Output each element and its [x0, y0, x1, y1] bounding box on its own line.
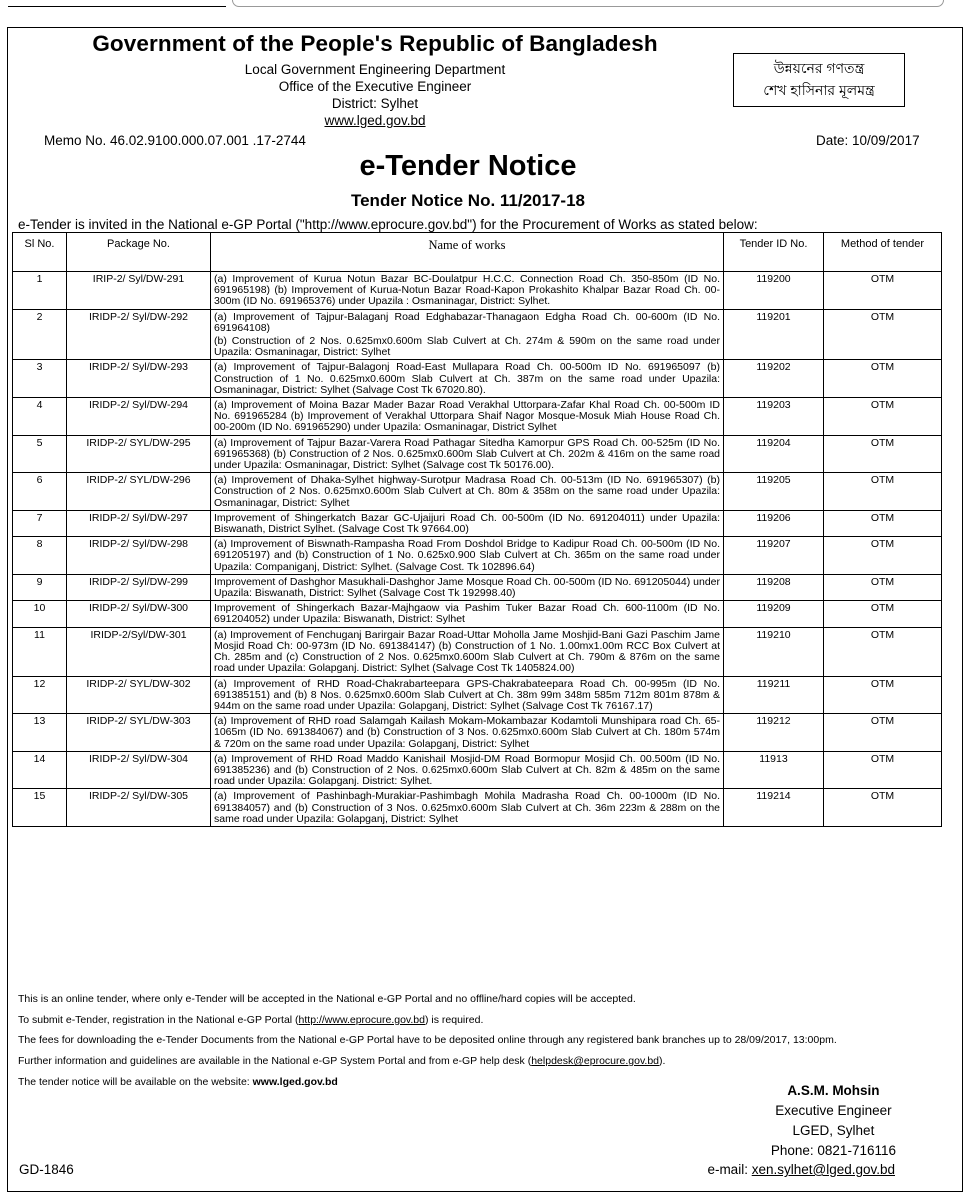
cell-sl-no: 15	[13, 789, 67, 827]
cell-sl-no: 14	[13, 751, 67, 789]
top-bar	[232, 0, 944, 7]
cell-tender-id: 119214	[724, 789, 824, 827]
cell-tender-id: 119201	[724, 309, 824, 360]
cell-name-of-works: (a) Improvement of RHD road Salamgah Kailash Mokam-Mokambazar Kodamtoli Munshipara road Ch. 65-1065m (ID No. 691384067) and (b) Construction of 3 Nos. 0.625mx0.600m Slab Culvert at Ch. 180m 574m & 720m on the same road under Upazila: Golapganj, District: Sylhet	[211, 714, 724, 752]
email-link[interactable]: xen.sylhet@lged.gov.bd	[751, 1162, 895, 1177]
signatory-office: LGED, Sylhet	[792, 1123, 875, 1138]
table-row	[13, 360, 942, 398]
cell-name-of-works: (a) Improvement of Fenchuganj Barirgair Bazar Road-Uttar Moholla Jame Moshjid-Bani Gazi Paschim Jame Mosjid Road Ch: 00-973m (ID No. 691384147) (b) Construction of 1 No. 1.00mx1.00m RCC Box Culvert at Ch. 285m and (c) Construction of 2 Nos. 0.625mx0.600m Slab Culvert at Ch. 790m & 876m on the same road under Upazila: Golapganj. District: Sylhet (Salvage Cost Tk 1405824.00)	[211, 627, 724, 676]
cell-method: OTM	[824, 272, 942, 310]
cell-name-of-works: (a) Improvement of RHD Road Maddo Kanishail Mosjid-DM Road Bormopur Mosjid Ch. 00.500m (ID No. 691385236) and (b) Construction of 2 Nos. 0.625mx0.600m Slab Culvert at Ch. 82m & 485m on the same road under Upazila: Golapganj. District: Sylhet.	[211, 751, 724, 789]
notes-section	[18, 989, 837, 1093]
office-name: Office of the Executive Engineer	[278, 79, 472, 94]
table-row	[13, 714, 942, 752]
cell-package-no: IRIDP-2/ SYL/DW-303	[67, 714, 211, 752]
cell-package-no: IRIDP-2/ Syl/DW-304	[67, 751, 211, 789]
cell-name-of-works: Improvement of Shingerkatch Bazar GC-Ujaijuri Road Ch. 00-500m (ID No. 691204011) under Upazila: Biswanath, District Sylhet. (Salvage Cost Tk 97664.00)	[211, 510, 724, 536]
cell-package-no: IRIDP-2/Syl/DW-301	[67, 627, 211, 676]
cell-name-of-works: Improvement of Shingerkach Bazar-Majhgaow via Pashim Tuker Bazar Road Ch. 600-1100m (ID No. 691204052) under Upazila: Biswanath, District: Sylhet	[211, 601, 724, 627]
cell-sl-no: 8	[13, 537, 67, 575]
table-row	[13, 309, 942, 360]
cell-name-of-works: (a) Improvement of Tajpur-Balaganj Road Edghabazar-Thanagaon Edgha Road Ch. 00-600m (ID No. 691964108) (b) Construction of 2 Nos. 0.625mx0.600m Slab Culvert at Ch. 274m & 590m on the same road under Upazila: Osmaninagar, District: Sylhet	[211, 309, 724, 360]
note-fees: The fees for downloading the e-Tender Documents from the National e-GP Portal have to be deposited online through any registered bank branches up to 28/09/2017, 13:00pm.	[18, 1034, 837, 1047]
cell-name-of-works: Improvement of Dashghor Masukhali-Dashghor Jame Mosque Road Ch. 00-500m (ID No. 691205044) under Upazila: Biswanath, District: Sylhet (Salvage Cost Tk 192998.40)	[211, 574, 724, 600]
table-row	[13, 751, 942, 789]
cell-tender-id: 119202	[724, 360, 824, 398]
cell-package-no: IRIDP-2/ Syl/DW-305	[67, 789, 211, 827]
table-row	[13, 398, 942, 436]
cell-package-no: IRIDP-2/ Syl/DW-298	[67, 537, 211, 575]
header-package-no: Package No.	[67, 233, 211, 272]
cell-package-no: IRIDP-2/ Syl/DW-293	[67, 360, 211, 398]
tender-notice-number: Tender Notice No. 11/2017-18	[350, 191, 585, 210]
cell-method: OTM	[824, 309, 942, 360]
note-registration: To submit e-Tender, registration in the National e-GP Portal (http://www.eprocure.gov.bd) is required.	[18, 1013, 484, 1026]
header-method: Method of tender	[824, 233, 942, 272]
cell-package-no: IRIDP-2/ SYL/DW-296	[67, 473, 211, 511]
cell-package-no: IRIDP-2/ Syl/DW-299	[67, 574, 211, 600]
cell-sl-no: 3	[13, 360, 67, 398]
header-sl-no: Sl No.	[13, 233, 67, 272]
cell-method: OTM	[824, 473, 942, 511]
top-rule	[8, 6, 226, 7]
note-helpdesk: Further information and guidelines are available in the National e-GP System Portal and from e-GP help desk (helpdesk@eprocure.gov.bd).	[18, 1055, 666, 1068]
government-title: Government of the People's Republic of Bangladesh	[92, 31, 658, 56]
notice-date: Date: 10/09/2017	[816, 133, 920, 148]
cell-tender-id: 119205	[724, 473, 824, 511]
cell-method: OTM	[824, 601, 942, 627]
department-name: Local Government Engineering Department	[244, 62, 506, 77]
cell-tender-id: 119206	[724, 510, 824, 536]
cell-sl-no: 2	[13, 309, 67, 360]
cell-sl-no: 10	[13, 601, 67, 627]
cell-method: OTM	[824, 751, 942, 789]
cell-name-of-works: (a) Improvement of Moina Bazar Mader Bazar Road Verakhal Uttorpara-Zafar Khal Road Ch. 00-500m ID No. 691965284 (b) Improvement of Verakhal Uttorpara Shaif Nagor Mosque-Mosuk Miah House Road Ch. 00-200m (ID No. 691965290) under Upazila: Osmaninagar, District Sylhet	[211, 398, 724, 436]
cell-name-of-works: (a) Improvement of Kurua Notun Bazar BC-Doulatpur H.C.C. Connection Road Ch. 350-850m (ID No. 691965198) (b) Improvement of Kurua-Notun Bazar Road-Kapon Prokashito Khalpar Bazar Road Ch. 00-300m (ID No. 691965376) under Upazila : Osmaninagar, District: Sylhet.	[211, 272, 724, 310]
cell-method: OTM	[824, 574, 942, 600]
cell-package-no: IRIDP-2/ Syl/DW-294	[67, 398, 211, 436]
table-row	[13, 601, 942, 627]
cell-method: OTM	[824, 714, 942, 752]
cell-method: OTM	[824, 537, 942, 575]
signatory-email: e-mail: xen.sylhet@lged.gov.bd	[707, 1162, 895, 1177]
helpdesk-email-link[interactable]: helpdesk@eprocure.gov.bd	[531, 1055, 660, 1068]
table-row	[13, 510, 942, 536]
cell-name-of-works: (a) Improvement of Tajpur Bazar-Varera Road Pathagar Sitedha Kamorpur GPS Road Ch. 00-525m (ID No. 691965368) (b) Construction of 2 Nos. 0.625mx0.600m Slab Culvert at Ch. 202m & 416m on the same road under Upazila: Osmaninagar, District: Sylhet (Salvage cost Tk 50176.00).	[211, 435, 724, 473]
cell-package-no: IRIDP-2/ Syl/DW-292	[67, 309, 211, 360]
table-row	[13, 789, 942, 827]
header-name-of-works: Name of works	[211, 233, 724, 272]
cell-method: OTM	[824, 510, 942, 536]
header-tender-id: Tender ID No.	[724, 233, 824, 272]
cell-tender-id: 119211	[724, 676, 824, 714]
table-header-row	[13, 233, 942, 272]
signature-block	[771, 1081, 896, 1161]
egp-portal-link[interactable]: http://www.eprocure.gov.bd	[298, 1013, 425, 1026]
table-row	[13, 676, 942, 714]
signatory-phone: Phone: 0821-716116	[770, 1143, 896, 1158]
signatory-title: Executive Engineer	[775, 1103, 892, 1118]
table-row	[13, 435, 942, 473]
intro-text: e-Tender is invited in the National e-GP Portal ("http://www.eprocure.gov.bd") for the Procurement of Works as stated below:	[18, 217, 758, 232]
cell-sl-no: 11	[13, 627, 67, 676]
table-row	[13, 272, 942, 310]
slogan-line-2: শেখ হাসিনার মূলমন্ত্র	[763, 82, 875, 98]
website-link[interactable]: www.lged.gov.bd	[324, 113, 426, 128]
cell-sl-no: 4	[13, 398, 67, 436]
note-online-only: This is an online tender, where only e-Tender will be accepted in the National e-GP Portal and no offline/hard copies will be accepted.	[18, 993, 636, 1005]
cell-name-of-works: (a) Improvement of Pashinbagh-Murakiar-Pashimbagh Mohila Madrasha Road Ch. 00-1000m (ID No. 691384057) and (b) Construction of 3 Nos. 0.625mx0.600m Slab Culvert at Ch. 36m 223m & 288m on the same road under Upazila: Golapganj, District: Sylhet	[211, 789, 724, 827]
cell-tender-id: 119209	[724, 601, 824, 627]
cell-method: OTM	[824, 360, 942, 398]
cell-method: OTM	[824, 398, 942, 436]
cell-sl-no: 1	[13, 272, 67, 310]
table-row	[13, 574, 942, 600]
cell-tender-id: 119204	[724, 435, 824, 473]
cell-package-no: IRIDP-2/ Syl/DW-300	[67, 601, 211, 627]
table-row	[13, 537, 942, 575]
cell-package-no: IRIP-2/ Syl/DW-291	[67, 272, 211, 310]
cell-method: OTM	[824, 676, 942, 714]
cell-sl-no: 6	[13, 473, 67, 511]
notice-title: e-Tender Notice	[359, 150, 577, 182]
cell-tender-id: 119208	[724, 574, 824, 600]
cell-name-of-works: (a) Improvement of RHD Road-Chakrabarteepara GPS-Chakrabateepara Road Ch. 00-995m (ID No. 691385151) and (b) 8 Nos. 0.625mx0.600m Slab Culvert at Ch. 38m 99m 348m 585m 712m 801m 878m & 944m on the same road under Upazila: Golapganj, District: Sylhet (Salvage Cost Tk 76167.17)	[211, 676, 724, 714]
table-row	[13, 473, 942, 511]
cell-package-no: IRIDP-2/ SYL/DW-302	[67, 676, 211, 714]
cell-tender-id: 119212	[724, 714, 824, 752]
cell-sl-no: 7	[13, 510, 67, 536]
cell-sl-no: 13	[13, 714, 67, 752]
cell-name-of-works: (a) Improvement of Dhaka-Sylhet highway-Surotpur Madrasa Road Ch. 00-513m (ID No. 691965307) (b) Construction of 2 Nos. 0.625mx0.600m Slab Culvert at Ch. 80m & 358m on the same road under Upazila: Osmaninagar, District: Sylhet	[211, 473, 724, 511]
cell-package-no: IRIDP-2/ Syl/DW-297	[67, 510, 211, 536]
district-name: District: Sylhet	[331, 96, 419, 111]
slogan-box	[733, 53, 905, 107]
cell-sl-no: 9	[13, 574, 67, 600]
cell-sl-no: 12	[13, 676, 67, 714]
cell-tender-id: 11913	[724, 751, 824, 789]
cell-tender-id: 119203	[724, 398, 824, 436]
cell-tender-id: 119200	[724, 272, 824, 310]
cell-tender-id: 119210	[724, 627, 824, 676]
cell-package-no: IRIDP-2/ SYL/DW-295	[67, 435, 211, 473]
cell-method: OTM	[824, 789, 942, 827]
note-website: The tender notice will be available on the website: www.lged.gov.bd	[18, 1075, 338, 1088]
cell-name-of-works: (a) Improvement of Tajpur-Balagonj Road-East Mullapara Road Ch. 00-500m ID No. 691965097 (b) Construction of 1 No. 0.625mx0.600m Slab Culvert at Ch. 387m on the same road under Upazila: Osmaninagar, District: Sylhet (Salvage Cost Tk 67020.80).	[211, 360, 724, 398]
cell-sl-no: 5	[13, 435, 67, 473]
gd-code: GD-1846	[19, 1162, 74, 1177]
cell-method: OTM	[824, 627, 942, 676]
signatory-name: A.S.M. Mohsin	[787, 1083, 880, 1098]
cell-method: OTM	[824, 435, 942, 473]
works-table	[12, 232, 942, 827]
cell-name-of-works: (a) Improvement of Biswnath-Rampasha Road From Doshdol Bridge to Kadipur Road Ch. 00-500m (ID No. 691205197) and (b) Construction of 1 No. 0.625x0.900 Slab Culvert at Ch. 365m on the same road under Upazila: Companiganj, District: Sylhet. (Salvage Cost. Tk 102896.64)	[211, 537, 724, 575]
cell-tender-id: 119207	[724, 537, 824, 575]
memo-number: Memo No. 46.02.9100.000.07.001 .17-2744	[44, 133, 306, 148]
table-row	[13, 627, 942, 676]
lged-website-link[interactable]: www.lged.gov.bd	[252, 1075, 338, 1088]
slogan-line-1: উন্নয়নের গণতন্ত্র	[773, 60, 865, 76]
